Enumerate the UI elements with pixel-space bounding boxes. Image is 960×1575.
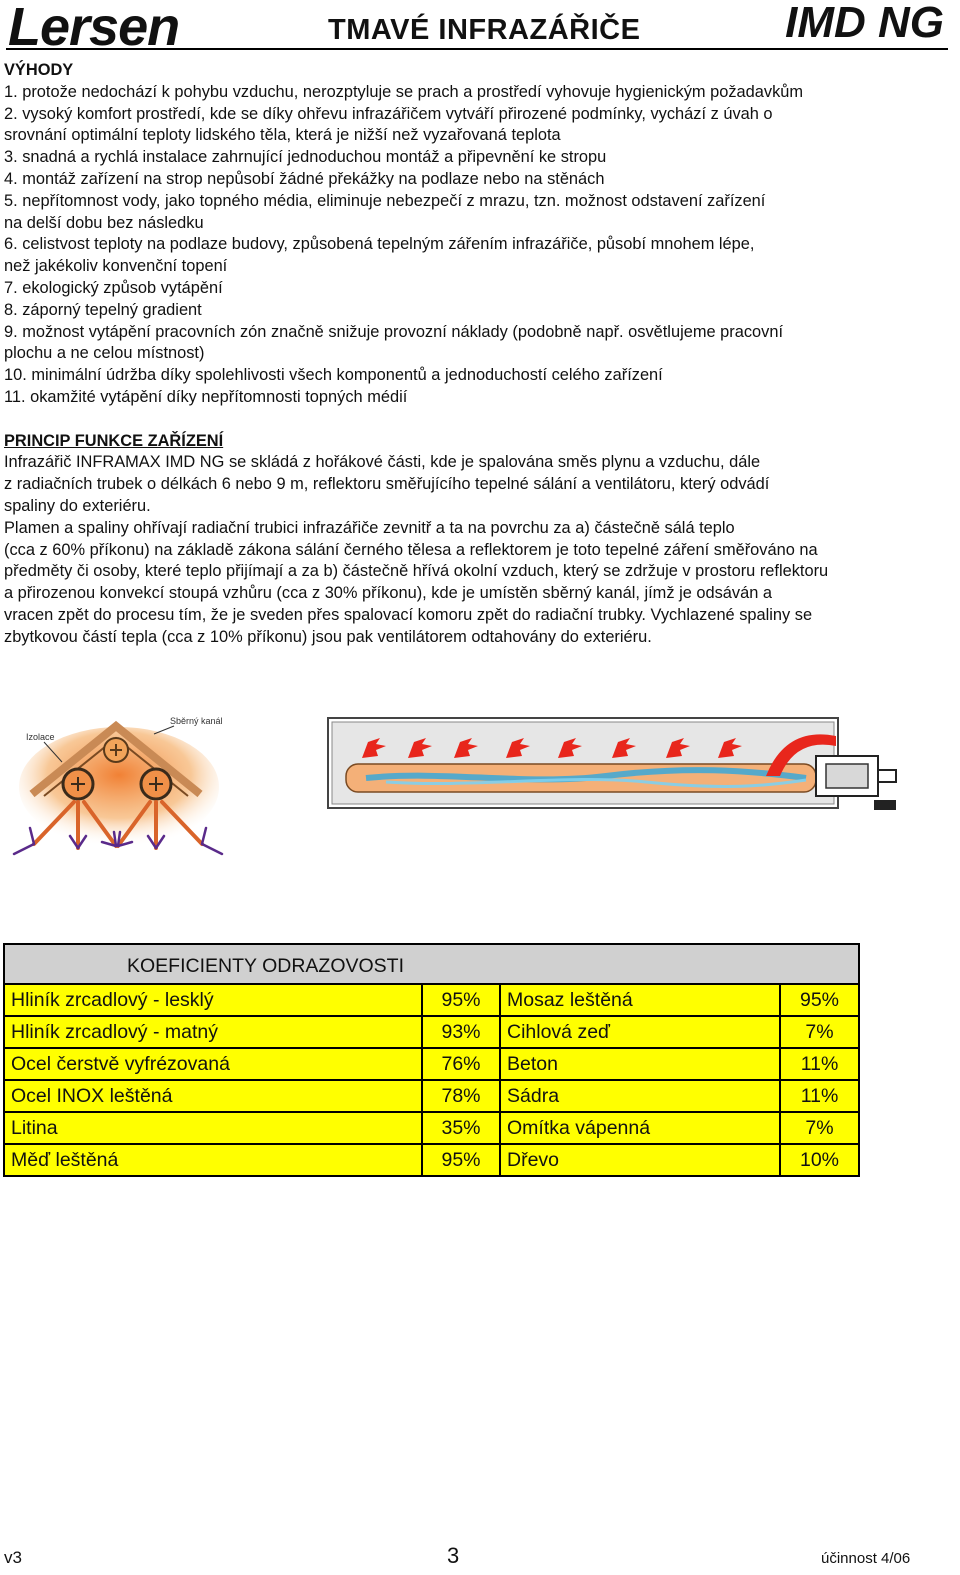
material-value: 95% <box>422 984 500 1016</box>
table-row <box>4 1144 859 1176</box>
advantage-line: plochu a ne celou místnost) <box>4 344 205 363</box>
table-title-row <box>4 944 859 984</box>
material-name: Hliník zrcadlový - matný <box>4 1016 422 1048</box>
radiant-tube-diagram <box>326 716 898 812</box>
advantage-line: na delší dobu bez následku <box>4 213 204 232</box>
table-row <box>4 1016 859 1048</box>
section-gap <box>4 409 956 431</box>
material-value: 35% <box>422 1112 500 1144</box>
principle-line: (cca z 60% příkonu) na základě zákona sálání černého tělesa a reflektorem je toto tepelné záření směřováno na <box>4 540 818 559</box>
footer-version: v3 <box>4 1548 22 1567</box>
label-izolace: Izolace <box>26 732 55 742</box>
material-name: Cihlová zeď <box>500 1016 780 1048</box>
page-header <box>6 0 948 57</box>
material-value: 95% <box>780 984 859 1016</box>
principle-line: a přirozenou konvekcí stoupá vzhůru (cca z 30% příkonu), kde je umístěn sběrný kanál, jímž je odsáván a <box>4 584 773 603</box>
principle-line: předměty či osoby, které teplo přijímají a za b) částečně hřívá okolní vzduch, který se zdržuje v prostoru reflektoru <box>4 562 829 581</box>
product-name: IMD NG <box>785 0 944 47</box>
label-sberny-kanal: Sběrný kanál <box>170 716 223 726</box>
material-name: Omítka vápenná <box>500 1112 780 1144</box>
advantage-line: 9. možnost vytápění pracovních zón značně snižuje provozní náklady (podobně např. osvětlujeme pracovní <box>4 322 784 341</box>
reflectivity-table <box>3 943 860 1177</box>
principle-line: vracen zpět do procesu tím, že je sveden přes spalovací komoru zpět do radiační trubky. Vychlazené spaliny se <box>4 605 813 624</box>
principle-line: spaliny do exteriéru. <box>4 496 151 515</box>
material-value: 11% <box>780 1080 859 1112</box>
principle-line: Plamen a spaliny ohřívají radiační trubici infrazářiče zevnitř a ta na povrchu za a) částečně sálá teplo <box>4 518 735 537</box>
material-value: 95% <box>422 1144 500 1176</box>
advantage-line: 1. protože nedochází k pohybu vzduchu, nerozptyluje se prach a prostředí vyhovuje hygienickým požadavkům <box>4 82 804 101</box>
material-name: Měď leštěná <box>4 1144 422 1176</box>
advantage-line: 10. minimální údržba díky spolehlivosti všech komponentů a jednoduchostí celého zařízení <box>4 366 663 385</box>
page-number: 3 <box>447 1543 460 1568</box>
material-name: Ocel INOX leštěná <box>4 1080 422 1112</box>
advantage-line: srovnání optimální teploty lidského těla, která je nižší než vyzařovaná teplota <box>4 126 561 145</box>
principle-line: Infrazářič INFRAMAX IMD NG se skládá z hořákové části, kde je spalována směs plynu a vzduchu, dále <box>4 453 761 472</box>
material-value: 76% <box>422 1048 500 1080</box>
principle-line: zbytkovou částí tepla (cca z 10% příkonu) jsou pak ventilátorem odtahovány do exteriéru. <box>4 627 652 646</box>
footer-note: účinnost 4/06 <box>821 1550 911 1567</box>
reflector-cross-section-diagram <box>4 712 234 857</box>
table-row <box>4 1112 859 1144</box>
material-name: Beton <box>500 1048 780 1080</box>
table-row <box>4 984 859 1016</box>
advantage-line: než jakékoliv konvenční topení <box>4 257 228 276</box>
material-value: 7% <box>780 1112 859 1144</box>
advantages-heading: VÝHODY <box>4 61 74 79</box>
brand-logo: Lersen <box>8 0 180 57</box>
advantage-line: 2. vysoký komfort prostředí, kde se díky ohřevu infrazářičem vytváří přirozené podmínky, vychází z úvah o <box>4 104 773 123</box>
material-value: 93% <box>422 1016 500 1048</box>
advantage-line: 7. ekologický způsob vytápění <box>4 278 223 297</box>
table-row <box>4 1080 859 1112</box>
material-value: 10% <box>780 1144 859 1176</box>
table-title: KOEFICIENTY ODRAZOVOSTI <box>4 944 859 984</box>
material-name: Sádra <box>500 1080 780 1112</box>
material-name: Dřevo <box>500 1144 780 1176</box>
main-content <box>4 60 956 649</box>
material-name: Hliník zrcadlový - lesklý <box>4 984 422 1016</box>
material-value: 78% <box>422 1080 500 1112</box>
table-row <box>4 1048 859 1080</box>
principle-heading: PRINCIP FUNKCE ZAŘÍZENÍ <box>4 431 224 450</box>
material-value: 11% <box>780 1048 859 1080</box>
material-name: Mosaz leštěná <box>500 984 780 1016</box>
principle-line: z radiačních trubek o délkách 6 nebo 9 m, reflektoru směřujícího tepelné sálání a ventilátoru, který odvádí <box>4 475 770 494</box>
advantage-line: 5. nepřítomnost vody, jako topného média, eliminuje nebezpečí z mrazu, tzn. možnost odstavení zařízení <box>4 191 766 210</box>
material-value: 7% <box>780 1016 859 1048</box>
material-name: Litina <box>4 1112 422 1144</box>
advantage-line: 6. celistvost teploty na podlaze budovy, způsobená tepelným zářením infrazářiče, působí mnohem lépe, <box>4 235 755 254</box>
document-title: TMAVÉ INFRAZÁŘIČE <box>328 14 641 46</box>
material-name: Ocel čerstvě vyfrézovaná <box>4 1048 422 1080</box>
advantage-line: 3. snadná a rychlá instalace zahrnující jednoduchou montáž a připevnění ke stropu <box>4 148 607 167</box>
advantage-line: 8. záporný tepelný gradient <box>4 300 202 319</box>
advantage-line: 11. okamžité vytápění díky nepřítomnosti topných médií <box>4 387 408 406</box>
advantage-line: 4. montáž zařízení na strop nepůsobí žádné překážky na podlaze nebo na stěnách <box>4 169 605 188</box>
